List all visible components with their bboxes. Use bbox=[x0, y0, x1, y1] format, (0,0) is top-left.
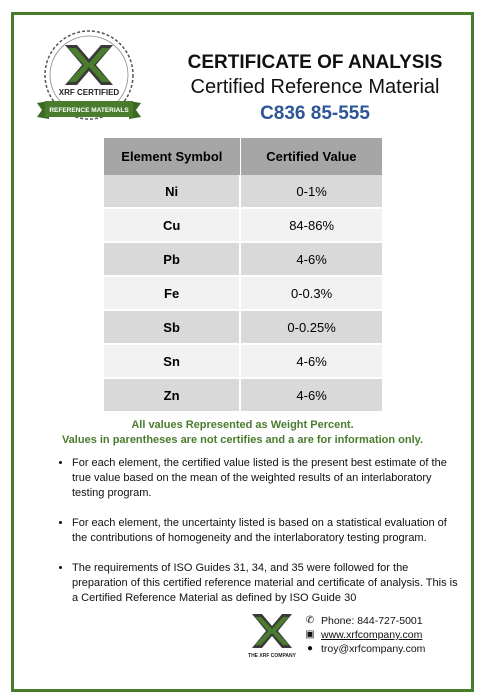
phone-icon: ✆ bbox=[305, 615, 315, 626]
phone-text: Phone: 844-727-5001 bbox=[321, 615, 423, 627]
certified-value-cell: 4-6% bbox=[240, 378, 382, 412]
certification-notes-list bbox=[44, 456, 462, 621]
computer-icon: ▣ bbox=[305, 629, 315, 640]
person-icon: ● bbox=[306, 643, 314, 654]
phone-row bbox=[304, 614, 425, 628]
table-row bbox=[104, 344, 382, 378]
parentheses-note: Values in parentheses are not certifies and a are for information only. bbox=[61, 434, 424, 446]
weight-percent-note: All values Represented as Weight Percent. bbox=[131, 419, 354, 431]
badge-brand-text: XRF CERTIFIED bbox=[58, 88, 120, 97]
email-row bbox=[304, 642, 425, 656]
table-row bbox=[104, 175, 382, 208]
list-item: • The requirements of ISO Guides 31, 34, and 35 were followed for the preparation of this certified reference material and certificate of analysis. This is a Certified Reference Material as defined by ISO Guide 30 bbox=[72, 561, 462, 606]
website-row bbox=[304, 628, 425, 642]
element-symbol-cell: Cu bbox=[104, 208, 240, 242]
table-row bbox=[104, 310, 382, 344]
table-row bbox=[104, 242, 382, 276]
material-code: C836 85-555 bbox=[260, 103, 370, 124]
footer-company-name: THE XRF COMPANY bbox=[248, 653, 296, 659]
email-text[interactable]: troy@xrfcompany.com bbox=[321, 643, 426, 655]
table-row bbox=[104, 378, 382, 412]
table-row bbox=[104, 208, 382, 242]
certificate-subtitle: Certified Reference Material bbox=[190, 76, 440, 98]
certified-value-cell: 0-1% bbox=[240, 175, 382, 208]
certified-value-cell: 4-6% bbox=[240, 344, 382, 378]
element-symbol-cell: Sn bbox=[104, 344, 240, 378]
certified-value-cell: 0-0.25% bbox=[240, 310, 382, 344]
element-symbol-cell: Pb bbox=[104, 242, 240, 276]
table-header-row bbox=[104, 138, 382, 175]
badge-ribbon-text: REFERENCE MATERIALS bbox=[49, 107, 129, 114]
website-link[interactable]: www.xrfcompany.com bbox=[321, 629, 423, 641]
certified-value-cell: 84-86% bbox=[240, 208, 382, 242]
element-symbol-cell: Fe bbox=[104, 276, 240, 310]
xrf-company-logo bbox=[246, 611, 298, 661]
certificate-title: CERTIFICATE OF ANALYSIS bbox=[187, 52, 443, 73]
list-item: • For each element, the uncertainty listed is based on a statistical evaluation of the contributions of homogeneity and the interlaboratory testing program. bbox=[72, 516, 462, 546]
certified-values-table bbox=[104, 138, 382, 413]
table-row bbox=[104, 276, 382, 310]
list-item: • For each element, the certified value listed is the present best estimate of the true value based on the mean of the weighted results of an interlaboratory testing program. bbox=[72, 456, 462, 501]
element-symbol-cell: Zn bbox=[104, 378, 240, 412]
element-symbol-cell: Ni bbox=[104, 175, 240, 208]
column-header-element-symbol: Element Symbol bbox=[104, 138, 240, 175]
element-symbol-cell: Sb bbox=[104, 310, 240, 344]
certified-value-cell: 0-0.3% bbox=[240, 276, 382, 310]
certified-value-cell: 4-6% bbox=[240, 242, 382, 276]
column-header-certified-value: Certified Value bbox=[240, 138, 382, 175]
contact-info bbox=[304, 614, 425, 656]
xrf-certified-badge-logo bbox=[35, 27, 143, 131]
